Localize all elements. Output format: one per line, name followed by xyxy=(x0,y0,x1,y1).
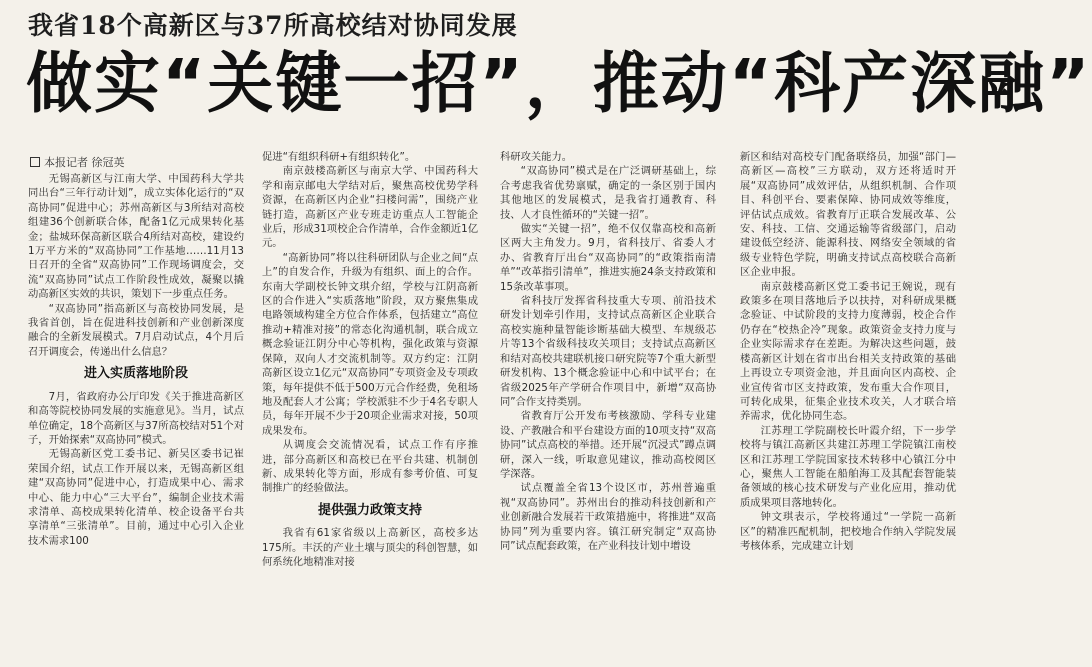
paragraph: 省教育厅公开发布考核激励、学科专业建设、产教融合和平台建设方面的10项支持“双高协同”试点高校的举措。还开展“沉浸式”蹲点调研，深入一线，听取意见建议，推动高校阅区学深落。 xyxy=(500,410,716,480)
article-column-4 xyxy=(740,150,956,667)
byline-prefix: 本报记者 xyxy=(44,156,88,169)
paragraph: 我省有61家省级以上高新区，高校多达175所。丰沃的产业土壤与顶尖的科创智慧，如何系统化地精准对接 xyxy=(262,527,478,568)
section-heading: 进入实质落地阶段 xyxy=(83,366,188,382)
paragraph: 省科技厅发挥省科技重大专项、前沿技术研发计划牵引作用，支持试点高新区企业联合高校实施种量智能诊断基础大模型、车规级芯片等13个省级科技攻关项目；支持试点高新区和结对高校共建联机接口研究院等7个重大新型研发机构、13个概念验证中心和中试平台；在省级2025年产学研合作项目中，新增“双高协同”合作支持类别。 xyxy=(500,295,716,408)
byline-box-icon xyxy=(30,157,40,167)
paragraph: 无锡高新区党工委书记、新吴区委书记崔荣国介绍，试点工作开展以来，无锡高新区组建“双高协同”促进中心，打造成果中心、需求中心、能力中心“三大平台”，编制企业技术需求清单、高校成果转化清单、校企设备平台共享清单“三张清单”。目前，通过中心引入企业技术需求100 xyxy=(28,448,244,547)
article-column-3 xyxy=(500,150,716,667)
headline: 做实“关键一招”，推动“科产深融” xyxy=(26,45,1092,122)
paragraph: 7月，省政府办公厅印发《关于推进高新区和高等院校协同发展的实施意见》。当月，试点单位确定，18个高新区与37所高校结对51个对子，开始探索“双高协同”模式。 xyxy=(28,390,244,446)
byline-name: 徐冠英 xyxy=(91,156,125,169)
article-column-2 xyxy=(262,150,478,667)
paragraph: 科研攻关能力。 xyxy=(500,151,573,163)
paragraph: 江苏理工学院副校长叶霞介绍，下一步学校将与镇江高新区共建江苏理工学院镇江南校区和江苏理工学院国家技术转移中心镇江分中心，聚焦人工智能在船舶海工及其配套智能装备领域的核心技术研发与产业化应用，推动优质成果项目落地转化。 xyxy=(740,424,956,509)
paragraph: 从调度会交流情况看，试点工作有序推进，部分高新区和高校已在平台共建、机制创新、成果转化等方面，形成有参考价值、可复制推广的经验做法。 xyxy=(262,439,478,495)
paragraph: “高新协同”将以往科研团队与企业之间“点上”的自发合作，升级为有组织、面上的合作。东南大学副校长钟文琪介绍，学校与江阴高新区的合作进入“实质落地”阶段，双方聚焦集成电路领域构建全方位合作体系，包括建立“高位推动+精准对接”的常态化沟通机制，联合成立概念验证江阴分中心等机构，强化政策与资源保障，双向人才交流机制等。双方约定：江阴高新区设立1亿元“双高协同”专项资金及专项政策，每年提供不低于500万元合作经费，免租场地及配套人才公寓；学校派驻不少于4名专职人员，每年开展不少于20项企业需求对接，50项成果发布。 xyxy=(262,251,478,437)
section-heading: 提供强力政策支持 xyxy=(317,502,422,518)
byline xyxy=(30,154,125,170)
paragraph: 新区和结对高校专门配备联络员，加强“部门—高新区—高校”三方联动，双方还将适时开展“双高协同”成效评估，从组织机制、合作项目、科创平台、要素保障、协同成效等维度，评估试点成效。省教育厅正联合发展改革、公安、科技、工信、交通运输等省级部门，启动建设低空经济、能源科技、网络安全领域的省级专业特色学院，明确支持试点高校联合高新区企业申报。 xyxy=(740,151,956,279)
paragraph: 南京鼓楼高新区与南京大学、中国药科大学和南京邮电大学结对后，聚焦高校优势学科资源，在高新区内企业“扫楼问需”，围绕产业链打造，高新区产业专班走访重点人工智能企业后，形成31项校企合作清单，合作金额近1亿元。 xyxy=(262,165,478,250)
paragraph: 钟文琪表示，学校将通过“一学院一高新区”的精准匹配机制，把校地合作纳入学院发展考核体系，完成建立计划 xyxy=(740,511,956,552)
paragraph: 南京鼓楼高新区党工委书记王婉说，现有政策多在项目落地后予以扶持，对科研成果概念验证、中试阶段的支持力度薄弱，校企合作仍存在“校热企冷”现象。政策资金支持力度与企业实际需求存在差距。为解决这些问题，鼓楼高新区计划在省市出台相关支持政策的基础上再设立专项资金池，并且面向区内高校、企业宣传省市区支持政策，发布重大合作项目，可转化成果，征集企业技术攻关，人才联合培养需求，优化协同生态。 xyxy=(740,280,956,423)
paragraph: 试点覆盖全省13个设区市，苏州普遍重视“双高协同”。苏州出台的推动科技创新和产业创新融合发展若干政策措施中，将推进“双高协同”列为重要内容。镇江研究制定“双高协同”试点配套政策，在产业科技计划中增设 xyxy=(500,482,716,552)
paragraph: 无锡高新区与江南大学、中国药科大学共同出台“三年行动计划”，成立实体化运行的“双高协同”促进中心；苏州高新区与3所结对高校组建36个创新联合体，配备1亿元成果转化基金；盐城环保高新区联合4所结对高校，建设约1万平方米的“双高协同”工作基地……11月13日召开的全省“双高协同”工作现场调度会，交流“双高协同”试点工作阶段性成效，凝聚以撬动高新区实效的共识，策划下一步重点任务。 xyxy=(28,173,244,301)
paragraph: “双高协同”指高新区与高校协同发展，是我省首创，旨在促进科技创新和产业创新深度融合的全新发展模式。7月启动试点，4个月后召开调度会，传递出什么信息？ xyxy=(28,302,244,358)
paragraph: “双高协同”模式是在广泛调研基础上，综合考虑我省优势禀赋，确定的一条区别于国内其他地区的发展模式，是我省打通教育、科技、人才良性循环的“关键一招”。 xyxy=(500,165,716,221)
article-column-1 xyxy=(28,172,244,667)
kicker-title: 我省18个高新区与37所高校结对协同发展 xyxy=(28,11,518,40)
paragraph: 做实“关键一招”，绝不仅仅靠高校和高新区两大主角发力。9月，省科技厅、省委人才办、省教育厅出台“双高协同”的“政策指南清单”“改革指引清单”，推进实施24条支持政策和15条改革事项。 xyxy=(500,223,716,293)
paragraph: 促进“有组织科研+有组织转化”。 xyxy=(262,151,416,163)
